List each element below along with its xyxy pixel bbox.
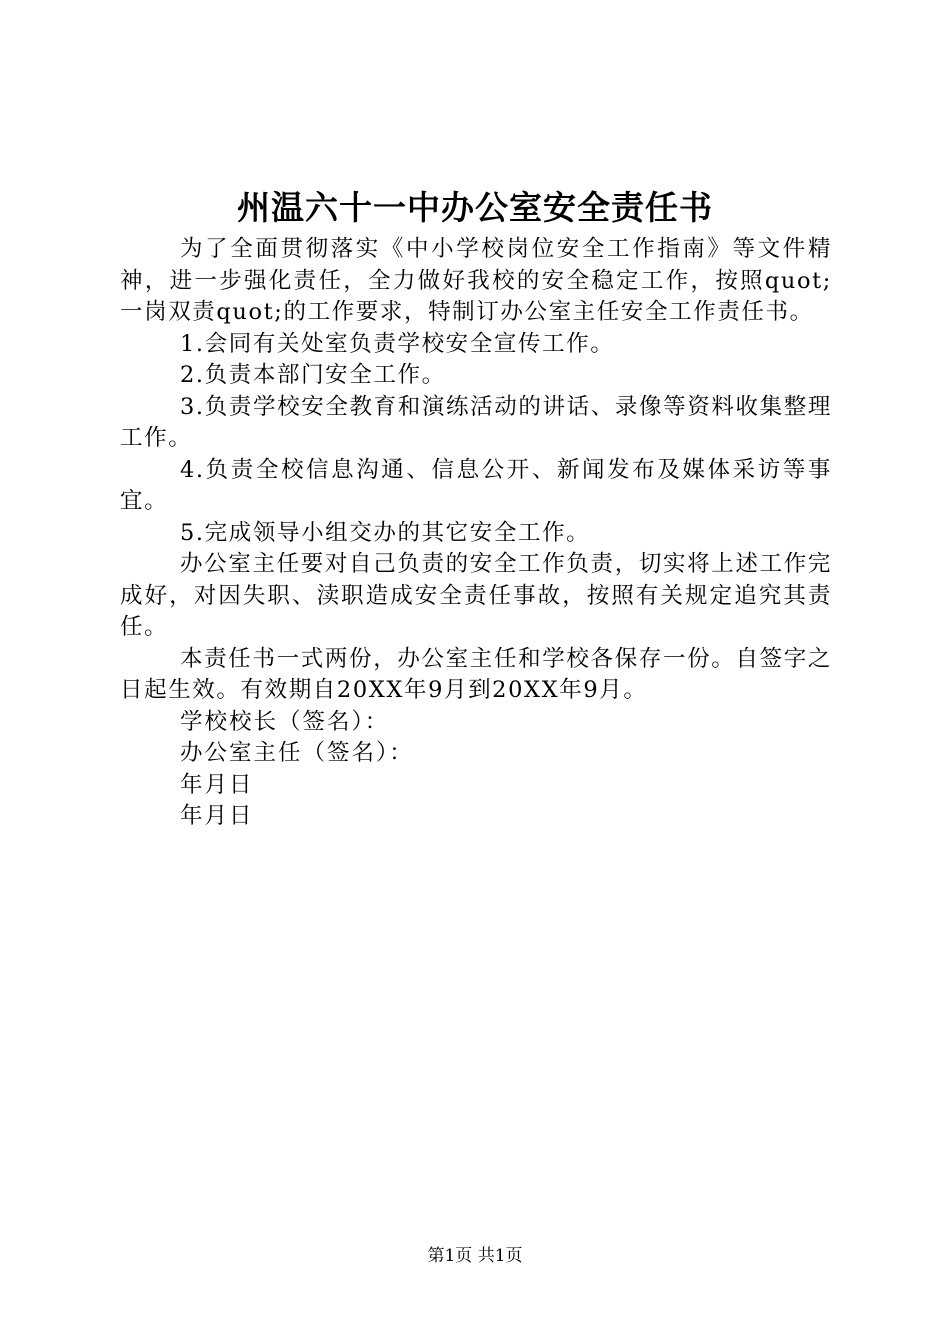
document-title: 州温六十一中办公室安全责任书 [237,188,713,227]
responsibility-paragraph: 办公室主任要对自己负责的安全工作负责，切实将上述工作完成好，对因失职、渎职造成安全责任事故，按照有关规定追究其责任。 [120,551,832,640]
duty-item-5: 5.完成领导小组交办的其它安全工作。 [180,519,591,546]
page-footer: 第1页 共1页 [427,1246,523,1266]
duty-item-3: 3.负责学校安全教育和演练活动的讲话、录像等资料收集整理工作。 [120,393,832,451]
principal-signature-line: 学校校长（签名）： [180,708,390,735]
date-line-2: 年月日 [180,803,254,829]
office-director-signature-line: 办公室主任（签名）： [180,740,414,766]
duty-item-2: 2.负责本部门安全工作。 [180,362,446,388]
date-line-1: 年月日 [180,771,254,798]
document-body [120,234,832,833]
duty-item-4: 4.负责全校信息沟通、信息公开、新闻发布及媒体采访等事宜。 [120,456,832,514]
duty-item-1: 1.会同有关处室负责学校安全宣传工作。 [180,330,615,357]
intro-paragraph: 为了全面贯彻落实《中小学校岗位安全工作指南》等文件精神，进一步强化责任，全力做好我校的安全稳定工作，按照quot;一岗双责quot;的工作要求，特制订办公室主任安全工作责任书。 [120,236,832,325]
validity-paragraph: 本责任书一式两份，办公室主任和学校各保存一份。自签字之日起生效。有效期自20XX年9月到20XX年9月。 [120,645,832,703]
